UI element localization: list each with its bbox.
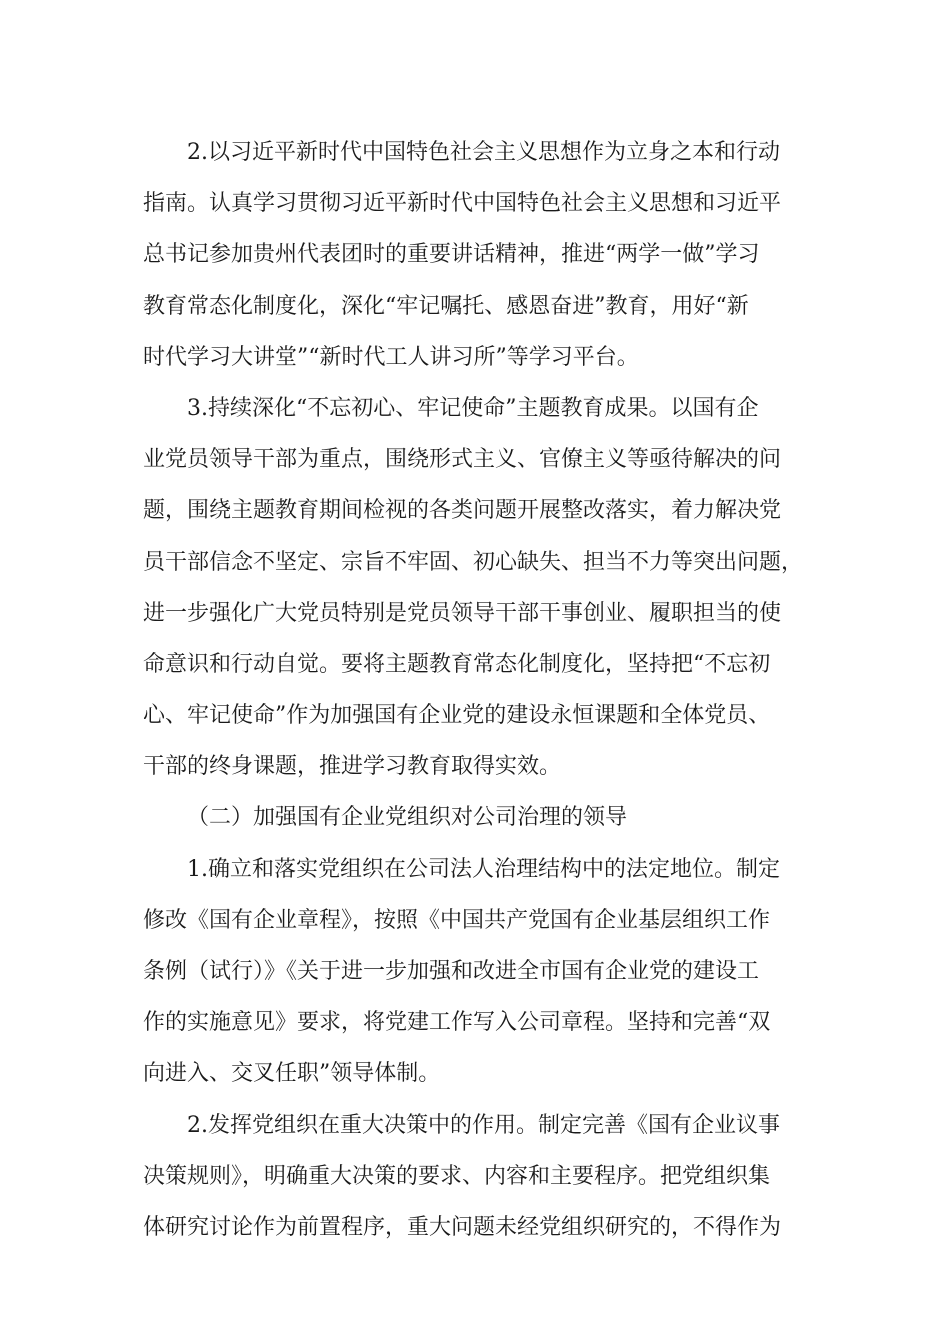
text-line: 向进入、交叉任职”领导体制。 <box>143 1061 441 1087</box>
text-line: 总书记参加贵州代表团时的重要讲话精神，推进“两学一做”学习 <box>143 242 760 268</box>
paragraph-item-2-xi-thought <box>143 127 803 383</box>
text-line: 作的实施意见》要求，将党建工作写入公司章程。坚持和完善“双 <box>143 1010 771 1036</box>
section-heading-text: （二）加强国有企业党组织对公司治理的领导 <box>187 805 628 831</box>
text-line: 条例（试行）》《关于进一步加强和改进全市国有企业党的建设工 <box>143 959 760 984</box>
text-line: 业党员领导干部为重点，围绕形式主义、官僚主义等亟待解决的问 <box>143 447 782 473</box>
text-line: 题，围绕主题教育期间检视的各类问题开展整改落实，着力解决党 <box>143 498 782 524</box>
text-line: 进一步强化广大党员特别是党员领导干部干事创业、履职担当的使 <box>143 600 782 626</box>
text-line: 命意识和行动自觉。要将主题教育常态化制度化，坚持把“不忘初 <box>143 651 771 677</box>
text-line: 干部的终身课题，推进学习教育取得实效。 <box>143 754 562 780</box>
text-line: 3.持续深化“不忘初心、牢记使命”主题教育成果。以国有企 <box>187 395 759 421</box>
text-line: 心、牢记使命”作为加强国有企业党的建设永恒课题和全体党员、 <box>143 703 771 729</box>
text-line: 员干部信念不坚定、宗旨不牢固、初心缺失、担当不力等突出问题， <box>143 549 804 575</box>
text-line: 教育常态化制度化，深化“牢记嘱托、感恩奋进”教育，用好“新 <box>143 293 749 319</box>
text-line: 时代学习大讲堂”“新时代工人讲习所”等学习平台。 <box>143 344 639 370</box>
text-line: 2.以习近平新时代中国特色社会主义思想作为立身之本和行动 <box>187 140 780 165</box>
text-line: 修改《国有企业章程》，按照《中国共产党国有企业基层组织工作 <box>143 907 771 933</box>
text-line: 2.发挥党组织在重大决策中的作用。制定完善《国有企业议事 <box>187 1112 780 1138</box>
text-line: 1.确立和落实党组织在公司法人治理结构中的法定地位。制定 <box>187 856 780 882</box>
paragraph-item-2-major-decisions <box>143 1100 803 1254</box>
paragraph-item-1-legal-status <box>143 844 803 1100</box>
document-body <box>143 127 803 1253</box>
text-line: 体研究讨论作为前置程序，重大问题未经党组织研究的，不得作为 <box>143 1214 782 1240</box>
text-line: 指南。认真学习贯彻习近平新时代中国特色社会主义思想和习近平 <box>143 191 782 217</box>
text-line: 决策规则》，明确重大决策的要求、内容和主要程序。把党组织集 <box>143 1163 771 1189</box>
paragraph-item-3-theme-education <box>143 383 803 793</box>
section-heading <box>143 792 803 843</box>
